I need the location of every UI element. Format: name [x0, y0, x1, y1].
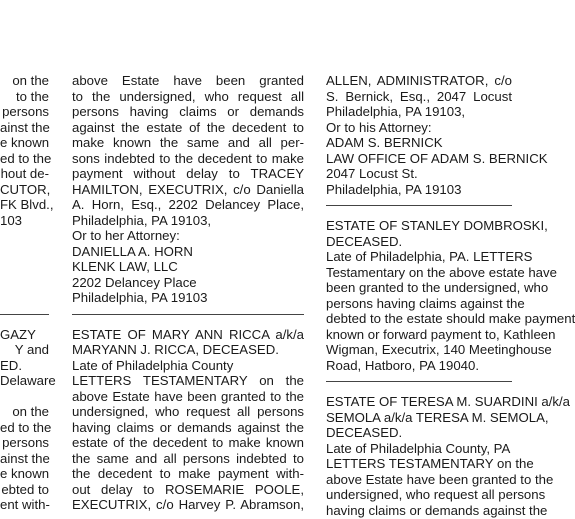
notice-text-line: LETTERS TESTAMENTARY on the — [72, 373, 304, 388]
notice-text-line: make known the same and all per- — [72, 135, 304, 150]
notice-text-line: the decedent to make payment with- — [72, 466, 304, 481]
notice-text-line: been granted to the undersigned, who — [326, 280, 549, 295]
column-middle — [72, 0, 304, 512]
notice-text-line: the same and all persons indebted to — [72, 451, 304, 466]
notice-text-line: to the undersigned, who request all — [72, 89, 304, 104]
notice-text-line: 2047 Locust St. — [326, 166, 418, 181]
notice-text-line: ALLEN, ADMINISTRATOR, c/o — [326, 73, 512, 88]
notice-text-line: HAMILTON, EXECUTRIX, c/o Daniella — [72, 182, 304, 197]
notice-text-line: ESTATE OF TERESA M. SUARDINI a/k/a — [326, 394, 571, 409]
notice-text-line: Philadelphia, PA 19103, — [72, 213, 212, 228]
notice-text-line: hout de- — [0, 166, 49, 181]
notice-text-line: above Estate have been granted to the — [72, 389, 304, 404]
notice-text-line: on the — [12, 404, 49, 419]
notice-text-line: above Estate have been granted — [72, 73, 304, 88]
notice-text-line: having claims or demands against the — [326, 503, 548, 518]
notice-text-line: ADAM S. BERNICK — [326, 135, 443, 150]
notice-text-line: ed to the — [0, 151, 52, 166]
notice-text-line: estate of the decedent to make known — [72, 435, 304, 450]
notice-text-line: e known — [0, 135, 50, 150]
notice-text-line: e known — [0, 466, 50, 481]
notice-text-line: ED. — [0, 358, 22, 373]
section-divider — [326, 205, 512, 206]
notice-text-line: Or to his Attorney: — [326, 120, 432, 135]
notice-text-line: Y and — [14, 342, 49, 357]
notice-text-line: FK Blvd., — [0, 197, 54, 212]
notice-text-line: Philadelphia, PA 19103 — [72, 290, 208, 305]
notice-text-line: CUTOR, — [0, 182, 51, 197]
notice-text-line: out delay to ROSEMARIE POOLE, — [72, 482, 304, 497]
notice-text-line: known or forward payment to, Kathleen — [326, 327, 556, 342]
notice-text-line: SEMOLA a/k/a TERESA M. SEMOLA, — [326, 410, 549, 425]
notice-text-line: persons having claims against the — [326, 296, 525, 311]
notice-text-line: persons having claims or demands — [72, 104, 304, 119]
notice-text-line: Philadelphia, PA 19103, — [326, 104, 466, 119]
notice-text-line: against the estate of the decedent to — [72, 120, 304, 135]
notice-text-line: Late of Philadelphia County, PA — [326, 441, 511, 456]
column-right-partial — [326, 0, 575, 518]
notice-text-line: to the — [16, 89, 49, 104]
section-divider — [326, 381, 512, 382]
notice-text-line: MARYANN J. RICCA, DECEASED. — [72, 342, 279, 357]
notice-text-line: ainst the — [0, 120, 50, 135]
notice-text-line: persons — [2, 435, 49, 450]
notice-text-line: DECEASED. — [326, 425, 403, 440]
notice-text-line: Wigman, Executrix, 140 Meetinghouse — [326, 342, 552, 357]
section-divider — [72, 314, 304, 315]
notice-text-line: DECEASED. — [326, 234, 403, 249]
notice-text-line: EXECUTRIX, c/o Harvey P. Abramson, — [72, 497, 304, 512]
notice-text-line: LAW OFFICE OF ADAM S. BERNICK — [326, 151, 548, 166]
notice-text-line: ed to the — [0, 420, 52, 435]
notice-text-line: having claims or demands against the — [72, 420, 304, 435]
notice-text-line: Or to her Attorney: — [72, 228, 180, 243]
notice-text-line: sons indebted to the decedent to make — [72, 151, 304, 166]
notice-text-line: ESTATE OF STANLEY DOMBROSKI, — [326, 218, 548, 233]
notice-text-line: LETTERS TESTAMENTARY on the — [326, 456, 534, 471]
notice-text-line: Road, Hatboro, PA 19040. — [326, 358, 479, 373]
column-left-partial — [0, 0, 56, 512]
notice-text-line: Delaware — [0, 373, 56, 388]
notice-text-line: 2202 Delancey Place — [72, 275, 197, 290]
notice-text-line: KLENK LAW, LLC — [72, 259, 178, 274]
notice-text-line: payment without delay to TRACEY — [72, 166, 304, 181]
notice-text-line: undersigned, who request all persons — [326, 487, 546, 502]
notice-text-line: ESTATE OF MARY ANN RICCA a/k/a — [72, 327, 304, 342]
notice-text-line: Philadelphia, PA 19103 — [326, 182, 462, 197]
notice-text-line: Late of Philadelphia County — [72, 358, 234, 373]
section-divider — [0, 314, 49, 315]
notice-text-line: above Estate have been granted to the — [326, 472, 554, 487]
notice-text-line: Testamentary on the above estate have — [326, 265, 557, 280]
notice-text-line: GAZY — [0, 327, 36, 342]
notice-text-line: S. Bernick, Esq., 2047 Locust — [326, 89, 512, 104]
notice-text-line: on the — [12, 73, 49, 88]
notice-text-line: Late of Philadelphia, PA. LETTERS — [326, 249, 533, 264]
notice-text-line: ebted to — [1, 482, 49, 497]
notice-text-line: A. Horn, Esq., 2202 Delancey Place, — [72, 197, 304, 212]
notice-text-line: debted to the estate should make payment — [326, 311, 575, 326]
notice-text-line: DANIELLA A. HORN — [72, 244, 193, 259]
notice-text-line: ent with- — [0, 497, 50, 512]
notice-text-line: persons — [2, 104, 49, 119]
notice-text-line: undersigned, who request all persons — [72, 404, 304, 419]
notice-text-line: ainst the — [0, 451, 50, 466]
notice-text-line: 103 — [0, 213, 23, 228]
